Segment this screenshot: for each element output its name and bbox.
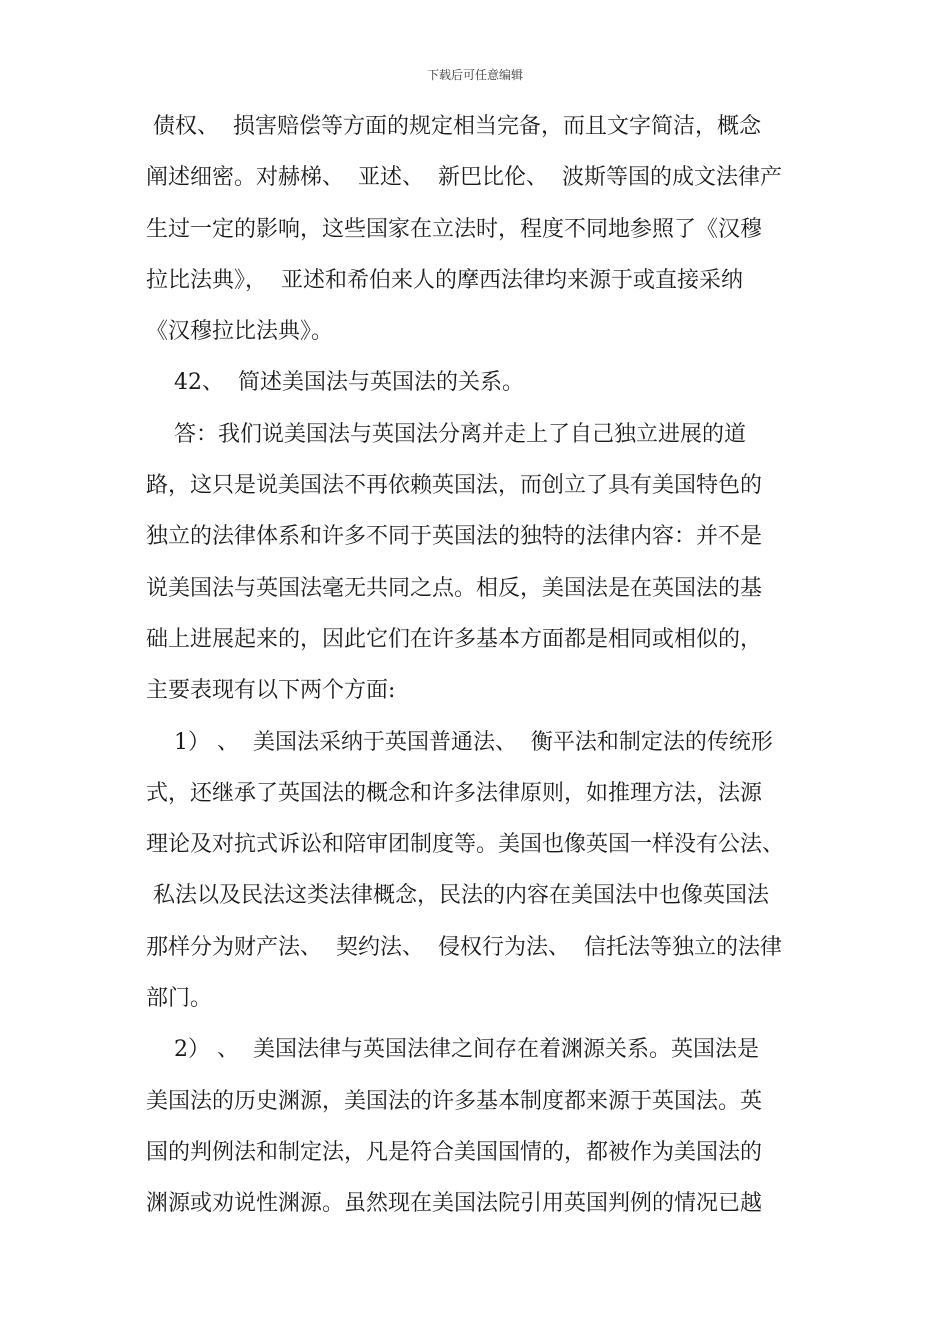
text-line: 主要表现有以下两个方面: — [146, 678, 396, 704]
question-heading: 42、 简述美国法与英国法的关系。 — [146, 370, 524, 396]
text-line: 说美国法与英国法毫无共同之点。相反，美国法是在英国法的基 — [146, 575, 763, 601]
text-line: 式，还继承了英国法的概念和许多法律原则，如推理方法，法源 — [146, 780, 763, 806]
list-item-2: 2） 、 美国法律与英国法律之间存在着渊源关系。英国法是 — [146, 1037, 759, 1063]
text-line: 答：我们说美国法与英国法分离并走上了自己独立进展的道 — [146, 421, 746, 447]
text-line: 国的判例法和制定法，凡是符合美国国情的，都被作为美国法的 — [146, 1139, 763, 1165]
text-line: 生过一定的影响，这些国家在立法时，程度不同地参照了《汉穆 — [146, 216, 763, 242]
text-line: 部门。 — [146, 986, 213, 1012]
page-header: 下载后可任意编辑 — [426, 68, 523, 82]
text-line: 独立的法律体系和许多不同于英国法的独特的法律内容：并不是 — [146, 524, 763, 550]
text-line: 《汉穆拉比法典》。 — [146, 319, 334, 345]
text-line: 渊源或劝说性渊源。虽然现在美国法院引用英国判例的情况已越 — [146, 1191, 763, 1217]
text-line: 理论及对抗式诉讼和陪审团制度等。美国也像英国一样没有公法、 — [146, 832, 785, 858]
text-line: 美国法的历史渊源，美国法的许多基本制度都来源于英国法。英 — [146, 1088, 763, 1114]
text-line: 债权、 损害赔偿等方面的规定相当完备，而且文字简洁，概念 — [146, 114, 761, 139]
text-line: 阐述细密。对赫梯、 亚述、 新巴比伦、 波斯等国的成文法律产 — [146, 165, 782, 191]
text-line: 那样分为财产法、 契约法、 侵权行为法、 信托法等独立的法律 — [146, 934, 782, 960]
text-line: 拉比法典》， 亚述和希伯来人的摩西法律均来源于或直接采纳 — [146, 267, 743, 293]
text-line: 路，这只是说美国法不再依赖英国法，而创立了具有美国特色的 — [146, 473, 763, 499]
list-item-1: 1） 、 美国法采纳于英国普通法、 衡平法和制定法的传统形 — [146, 729, 773, 755]
text-line: 础上进展起来的，因此它们在许多基本方面都是相同或相似的， — [146, 626, 763, 652]
document-body — [146, 106, 810, 1235]
text-line: 私法以及民法这类法律概念，民法的内容在美国法中也像英国法 — [146, 883, 769, 909]
